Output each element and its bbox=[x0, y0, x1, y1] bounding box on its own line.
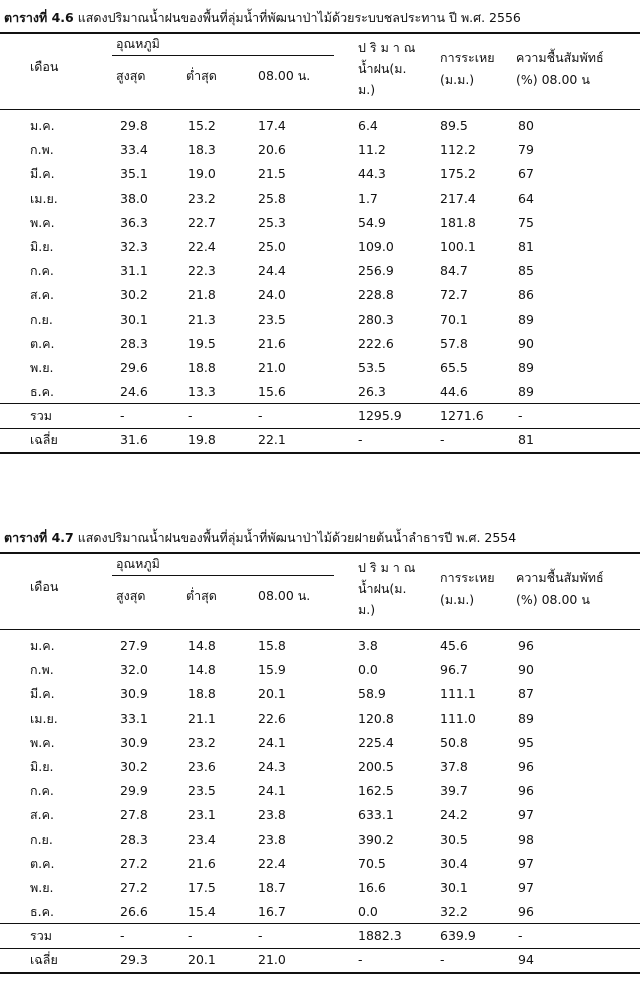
cell-max: 29.6 bbox=[120, 360, 148, 375]
cell-rain: 109.0 bbox=[358, 239, 394, 254]
cell-at8: 15.6 bbox=[258, 384, 286, 400]
cell-max: 26.6 bbox=[120, 904, 148, 920]
average-min: 20.1 bbox=[188, 952, 216, 968]
cell-evap: 44.6 bbox=[440, 384, 468, 400]
cell-max: 30.2 bbox=[120, 287, 148, 303]
cell-at8: 18.7 bbox=[258, 880, 286, 895]
table-label: ตารางที่ 4.6 bbox=[4, 10, 74, 25]
cell-humidity: 86 bbox=[518, 287, 534, 303]
cell-month: ก.ย. bbox=[30, 311, 53, 327]
cell-humidity: 96 bbox=[518, 638, 534, 653]
header-rainfall: น้ำฝน(ม. bbox=[358, 581, 407, 596]
table-title: แสดงปริมาณน้ำฝนของพื้นที่ลุ่มน้ำที่พัฒนาป่าไม้ด้วยฝายต้นน้ำลำธารปี พ.ศ. 2554 bbox=[73, 530, 517, 545]
cell-rain: 228.8 bbox=[358, 287, 394, 303]
header-bottom-rule bbox=[0, 109, 640, 110]
header-evaporation: การระเหย bbox=[440, 50, 495, 65]
cell-rain: 120.8 bbox=[358, 710, 394, 726]
cell-min: 17.5 bbox=[188, 880, 216, 895]
cell-min: 18.8 bbox=[188, 686, 216, 702]
cell-at8: 16.7 bbox=[258, 904, 286, 920]
cell-rain: 162.5 bbox=[358, 783, 394, 799]
cell-evap: 24.2 bbox=[440, 807, 468, 823]
total-month: รวม bbox=[30, 928, 52, 944]
cell-min: 14.8 bbox=[188, 662, 216, 678]
cell-humidity: 80 bbox=[518, 118, 534, 133]
cell-humidity: 97 bbox=[518, 807, 534, 823]
cell-humidity: 89 bbox=[518, 710, 534, 726]
cell-at8: 15.9 bbox=[258, 662, 286, 678]
cell-month: พ.ค. bbox=[30, 734, 55, 750]
cell-evap: 111.0 bbox=[440, 710, 476, 726]
cell-month: ธ.ค. bbox=[30, 904, 54, 920]
header-temperature: อุณหภูมิ bbox=[116, 556, 160, 571]
average-evap: - bbox=[440, 952, 445, 968]
cell-max: 38.0 bbox=[120, 190, 148, 206]
cell-max: 30.9 bbox=[120, 686, 148, 702]
cell-evap: 45.6 bbox=[440, 638, 468, 653]
cell-evap: 175.2 bbox=[440, 166, 476, 182]
cell-humidity: 87 bbox=[518, 686, 534, 702]
cell-min: 23.2 bbox=[188, 734, 216, 750]
cell-at8: 23.8 bbox=[258, 807, 286, 823]
cell-max: 27.8 bbox=[120, 807, 148, 823]
cell-month: ก.พ. bbox=[30, 662, 54, 678]
cell-min: 23.5 bbox=[188, 783, 216, 799]
table-title: แสดงปริมาณน้ำฝนของพื้นที่ลุ่มน้ำที่พัฒนาป่าไม้ด้วยระบบชลประทาน ปี พ.ศ. 2556 bbox=[73, 10, 521, 25]
cell-month: พ.ย. bbox=[30, 880, 54, 895]
cell-rain: 3.8 bbox=[358, 638, 378, 653]
total-min: - bbox=[188, 408, 193, 424]
cell-evap: 96.7 bbox=[440, 662, 468, 678]
header-humidity: ความชื้นสัมพัทธ์ bbox=[516, 50, 604, 65]
header-humidity: (%) 08.00 น bbox=[516, 72, 590, 87]
cell-min: 18.8 bbox=[188, 360, 216, 375]
header-humidity: (%) 08.00 น bbox=[516, 592, 590, 607]
cell-min: 23.4 bbox=[188, 831, 216, 847]
temperature-group-rule bbox=[112, 575, 334, 576]
cell-evap: 111.1 bbox=[440, 686, 476, 702]
cell-at8: 21.5 bbox=[258, 166, 286, 182]
cell-max: 33.4 bbox=[120, 142, 148, 158]
cell-humidity: 67 bbox=[518, 166, 534, 182]
cell-evap: 181.8 bbox=[440, 214, 476, 230]
header-month: เดือน bbox=[30, 579, 59, 594]
average-top-rule bbox=[0, 428, 640, 429]
cell-rain: 11.2 bbox=[358, 142, 386, 158]
cell-at8: 15.8 bbox=[258, 638, 286, 653]
total-humidity: - bbox=[518, 928, 523, 944]
cell-rain: 54.9 bbox=[358, 214, 386, 230]
average-humidity: 94 bbox=[518, 952, 534, 968]
table-caption bbox=[4, 8, 521, 28]
cell-max: 28.3 bbox=[120, 335, 148, 351]
cell-max: 30.9 bbox=[120, 734, 148, 750]
average-humidity: 81 bbox=[518, 432, 534, 448]
cell-humidity: 98 bbox=[518, 831, 534, 847]
cell-at8: 23.8 bbox=[258, 831, 286, 847]
cell-month: ธ.ค. bbox=[30, 384, 54, 400]
cell-max: 35.1 bbox=[120, 166, 148, 182]
cell-max: 24.6 bbox=[120, 384, 148, 400]
cell-evap: 112.2 bbox=[440, 142, 476, 158]
cell-max: 32.3 bbox=[120, 239, 148, 254]
cell-evap: 39.7 bbox=[440, 783, 468, 799]
cell-month: มิ.ย. bbox=[30, 759, 54, 774]
cell-max: 27.9 bbox=[120, 638, 148, 653]
cell-at8: 24.3 bbox=[258, 759, 286, 774]
cell-min: 21.1 bbox=[188, 710, 216, 726]
cell-at8: 23.5 bbox=[258, 311, 286, 327]
table-label: ตารางที่ 4.7 bbox=[4, 530, 74, 545]
cell-evap: 72.7 bbox=[440, 287, 468, 303]
cell-max: 33.1 bbox=[120, 710, 148, 726]
total-month: รวม bbox=[30, 408, 52, 424]
cell-month: ก.ค. bbox=[30, 263, 54, 279]
cell-at8: 21.0 bbox=[258, 360, 286, 375]
cell-at8: 21.6 bbox=[258, 335, 286, 351]
cell-evap: 84.7 bbox=[440, 263, 468, 279]
header-max: สูงสุด bbox=[116, 588, 146, 603]
cell-at8: 20.6 bbox=[258, 142, 286, 158]
cell-max: 32.0 bbox=[120, 662, 148, 678]
cell-rain: 390.2 bbox=[358, 831, 394, 847]
cell-max: 29.8 bbox=[120, 118, 148, 133]
cell-evap: 70.1 bbox=[440, 311, 468, 327]
cell-at8: 25.3 bbox=[258, 214, 286, 230]
cell-month: ต.ค. bbox=[30, 855, 55, 871]
cell-month: ส.ค. bbox=[30, 807, 54, 823]
cell-at8: 17.4 bbox=[258, 118, 286, 133]
cell-evap: 32.2 bbox=[440, 904, 468, 920]
cell-max: 27.2 bbox=[120, 855, 148, 871]
cell-at8: 24.0 bbox=[258, 287, 286, 303]
total-rain: 1882.3 bbox=[358, 928, 402, 944]
cell-min: 15.4 bbox=[188, 904, 216, 920]
cell-rain: 200.5 bbox=[358, 759, 394, 774]
average-max: 31.6 bbox=[120, 432, 148, 448]
cell-max: 30.1 bbox=[120, 311, 148, 327]
cell-rain: 16.6 bbox=[358, 880, 386, 895]
cell-rain: 222.6 bbox=[358, 335, 394, 351]
cell-at8: 24.1 bbox=[258, 783, 286, 799]
table-bottom-rule bbox=[0, 972, 640, 974]
cell-month: ม.ค. bbox=[30, 118, 55, 133]
cell-evap: 89.5 bbox=[440, 118, 468, 133]
table-caption bbox=[4, 528, 516, 548]
total-humidity: - bbox=[518, 408, 523, 424]
cell-month: ก.ค. bbox=[30, 783, 54, 799]
cell-rain: 633.1 bbox=[358, 807, 394, 823]
table-top-rule bbox=[0, 32, 640, 34]
cell-month: ก.พ. bbox=[30, 142, 54, 158]
cell-month: เม.ย. bbox=[30, 710, 58, 726]
cell-at8: 22.4 bbox=[258, 855, 286, 871]
cell-humidity: 64 bbox=[518, 190, 534, 206]
header-min: ต่ำสุด bbox=[186, 68, 217, 83]
cell-humidity: 89 bbox=[518, 360, 534, 375]
cell-month: พ.ค. bbox=[30, 214, 55, 230]
cell-rain: 1.7 bbox=[358, 190, 378, 206]
cell-min: 19.0 bbox=[188, 166, 216, 182]
average-rain: - bbox=[358, 952, 363, 968]
cell-min: 21.3 bbox=[188, 311, 216, 327]
cell-month: มิ.ย. bbox=[30, 239, 54, 254]
total-top-rule bbox=[0, 923, 640, 924]
total-min: - bbox=[188, 928, 193, 944]
total-evap: 1271.6 bbox=[440, 408, 484, 424]
average-min: 19.8 bbox=[188, 432, 216, 448]
cell-max: 30.2 bbox=[120, 759, 148, 774]
cell-min: 21.8 bbox=[188, 287, 216, 303]
total-rain: 1295.9 bbox=[358, 408, 402, 424]
temperature-group-rule bbox=[112, 55, 334, 56]
cell-humidity: 95 bbox=[518, 734, 534, 750]
average-at8: 22.1 bbox=[258, 432, 286, 448]
header-bottom-rule bbox=[0, 629, 640, 630]
cell-month: ม.ค. bbox=[30, 638, 55, 653]
cell-month: พ.ย. bbox=[30, 360, 54, 375]
cell-at8: 20.1 bbox=[258, 686, 286, 702]
cell-rain: 0.0 bbox=[358, 662, 378, 678]
cell-month: มี.ค. bbox=[30, 686, 55, 702]
average-rain: - bbox=[358, 432, 363, 448]
cell-evap: 30.5 bbox=[440, 831, 468, 847]
cell-month: ก.ย. bbox=[30, 831, 53, 847]
cell-rain: 0.0 bbox=[358, 904, 378, 920]
cell-humidity: 79 bbox=[518, 142, 534, 158]
cell-month: เม.ย. bbox=[30, 190, 58, 206]
cell-min: 22.3 bbox=[188, 263, 216, 279]
cell-min: 18.3 bbox=[188, 142, 216, 158]
cell-humidity: 96 bbox=[518, 783, 534, 799]
cell-rain: 26.3 bbox=[358, 384, 386, 400]
average-month: เฉลี่ย bbox=[30, 952, 58, 968]
cell-humidity: 89 bbox=[518, 311, 534, 327]
header-0800: 08.00 น. bbox=[258, 588, 311, 603]
total-at8: - bbox=[258, 928, 263, 944]
cell-month: ต.ค. bbox=[30, 335, 55, 351]
cell-min: 15.2 bbox=[188, 118, 216, 133]
cell-rain: 44.3 bbox=[358, 166, 386, 182]
cell-month: ส.ค. bbox=[30, 287, 54, 303]
cell-max: 36.3 bbox=[120, 214, 148, 230]
header-humidity: ความชื้นสัมพัทธ์ bbox=[516, 570, 604, 585]
average-month: เฉลี่ย bbox=[30, 432, 58, 448]
header-min: ต่ำสุด bbox=[186, 588, 217, 603]
cell-rain: 58.9 bbox=[358, 686, 386, 702]
cell-humidity: 97 bbox=[518, 855, 534, 871]
table-bottom-rule bbox=[0, 452, 640, 454]
cell-min: 23.6 bbox=[188, 759, 216, 774]
cell-evap: 57.8 bbox=[440, 335, 468, 351]
cell-humidity: 81 bbox=[518, 239, 534, 254]
cell-max: 28.3 bbox=[120, 831, 148, 847]
cell-max: 29.9 bbox=[120, 783, 148, 799]
header-max: สูงสุด bbox=[116, 68, 146, 83]
header-rainfall: ม.) bbox=[358, 602, 376, 617]
average-at8: 21.0 bbox=[258, 952, 286, 968]
header-evaporation: การระเหย bbox=[440, 570, 495, 585]
cell-at8: 24.4 bbox=[258, 263, 286, 279]
cell-at8: 25.8 bbox=[258, 190, 286, 206]
cell-min: 19.5 bbox=[188, 335, 216, 351]
cell-at8: 25.0 bbox=[258, 239, 286, 254]
header-evaporation: (ม.ม.) bbox=[440, 72, 475, 87]
cell-rain: 70.5 bbox=[358, 855, 386, 871]
total-max: - bbox=[120, 408, 125, 424]
cell-humidity: 90 bbox=[518, 335, 534, 351]
total-top-rule bbox=[0, 403, 640, 404]
cell-min: 22.4 bbox=[188, 239, 216, 254]
average-evap: - bbox=[440, 432, 445, 448]
header-month: เดือน bbox=[30, 59, 59, 74]
cell-min: 22.7 bbox=[188, 214, 216, 230]
cell-evap: 217.4 bbox=[440, 190, 476, 206]
cell-rain: 53.5 bbox=[358, 360, 386, 375]
cell-humidity: 85 bbox=[518, 263, 534, 279]
cell-evap: 30.1 bbox=[440, 880, 468, 895]
cell-min: 23.2 bbox=[188, 190, 216, 206]
cell-humidity: 97 bbox=[518, 880, 534, 895]
cell-rain: 256.9 bbox=[358, 263, 394, 279]
total-evap: 639.9 bbox=[440, 928, 476, 944]
header-rainfall: ป ริ ม า ณ bbox=[358, 40, 416, 55]
cell-min: 13.3 bbox=[188, 384, 216, 400]
cell-max: 27.2 bbox=[120, 880, 148, 895]
cell-evap: 65.5 bbox=[440, 360, 468, 375]
cell-rain: 280.3 bbox=[358, 311, 394, 327]
header-temperature: อุณหภูมิ bbox=[116, 36, 160, 51]
header-rainfall: น้ำฝน(ม. bbox=[358, 61, 407, 76]
cell-rain: 6.4 bbox=[358, 118, 378, 133]
cell-humidity: 75 bbox=[518, 214, 534, 230]
cell-humidity: 90 bbox=[518, 662, 534, 678]
cell-at8: 24.1 bbox=[258, 734, 286, 750]
cell-evap: 100.1 bbox=[440, 239, 476, 254]
cell-evap: 30.4 bbox=[440, 855, 468, 871]
average-top-rule bbox=[0, 948, 640, 949]
cell-min: 23.1 bbox=[188, 807, 216, 823]
cell-humidity: 96 bbox=[518, 904, 534, 920]
cell-evap: 37.8 bbox=[440, 759, 468, 774]
cell-rain: 225.4 bbox=[358, 734, 394, 750]
cell-min: 14.8 bbox=[188, 638, 216, 653]
header-0800: 08.00 น. bbox=[258, 68, 311, 83]
header-rainfall: ม.) bbox=[358, 82, 376, 97]
header-evaporation: (ม.ม.) bbox=[440, 592, 475, 607]
average-max: 29.3 bbox=[120, 952, 148, 968]
cell-min: 21.6 bbox=[188, 855, 216, 871]
cell-humidity: 89 bbox=[518, 384, 534, 400]
cell-evap: 50.8 bbox=[440, 734, 468, 750]
cell-max: 31.1 bbox=[120, 263, 148, 279]
total-max: - bbox=[120, 928, 125, 944]
cell-at8: 22.6 bbox=[258, 710, 286, 726]
total-at8: - bbox=[258, 408, 263, 424]
header-rainfall: ป ริ ม า ณ bbox=[358, 560, 416, 575]
cell-humidity: 96 bbox=[518, 759, 534, 774]
cell-month: มี.ค. bbox=[30, 166, 55, 182]
table-top-rule bbox=[0, 552, 640, 554]
